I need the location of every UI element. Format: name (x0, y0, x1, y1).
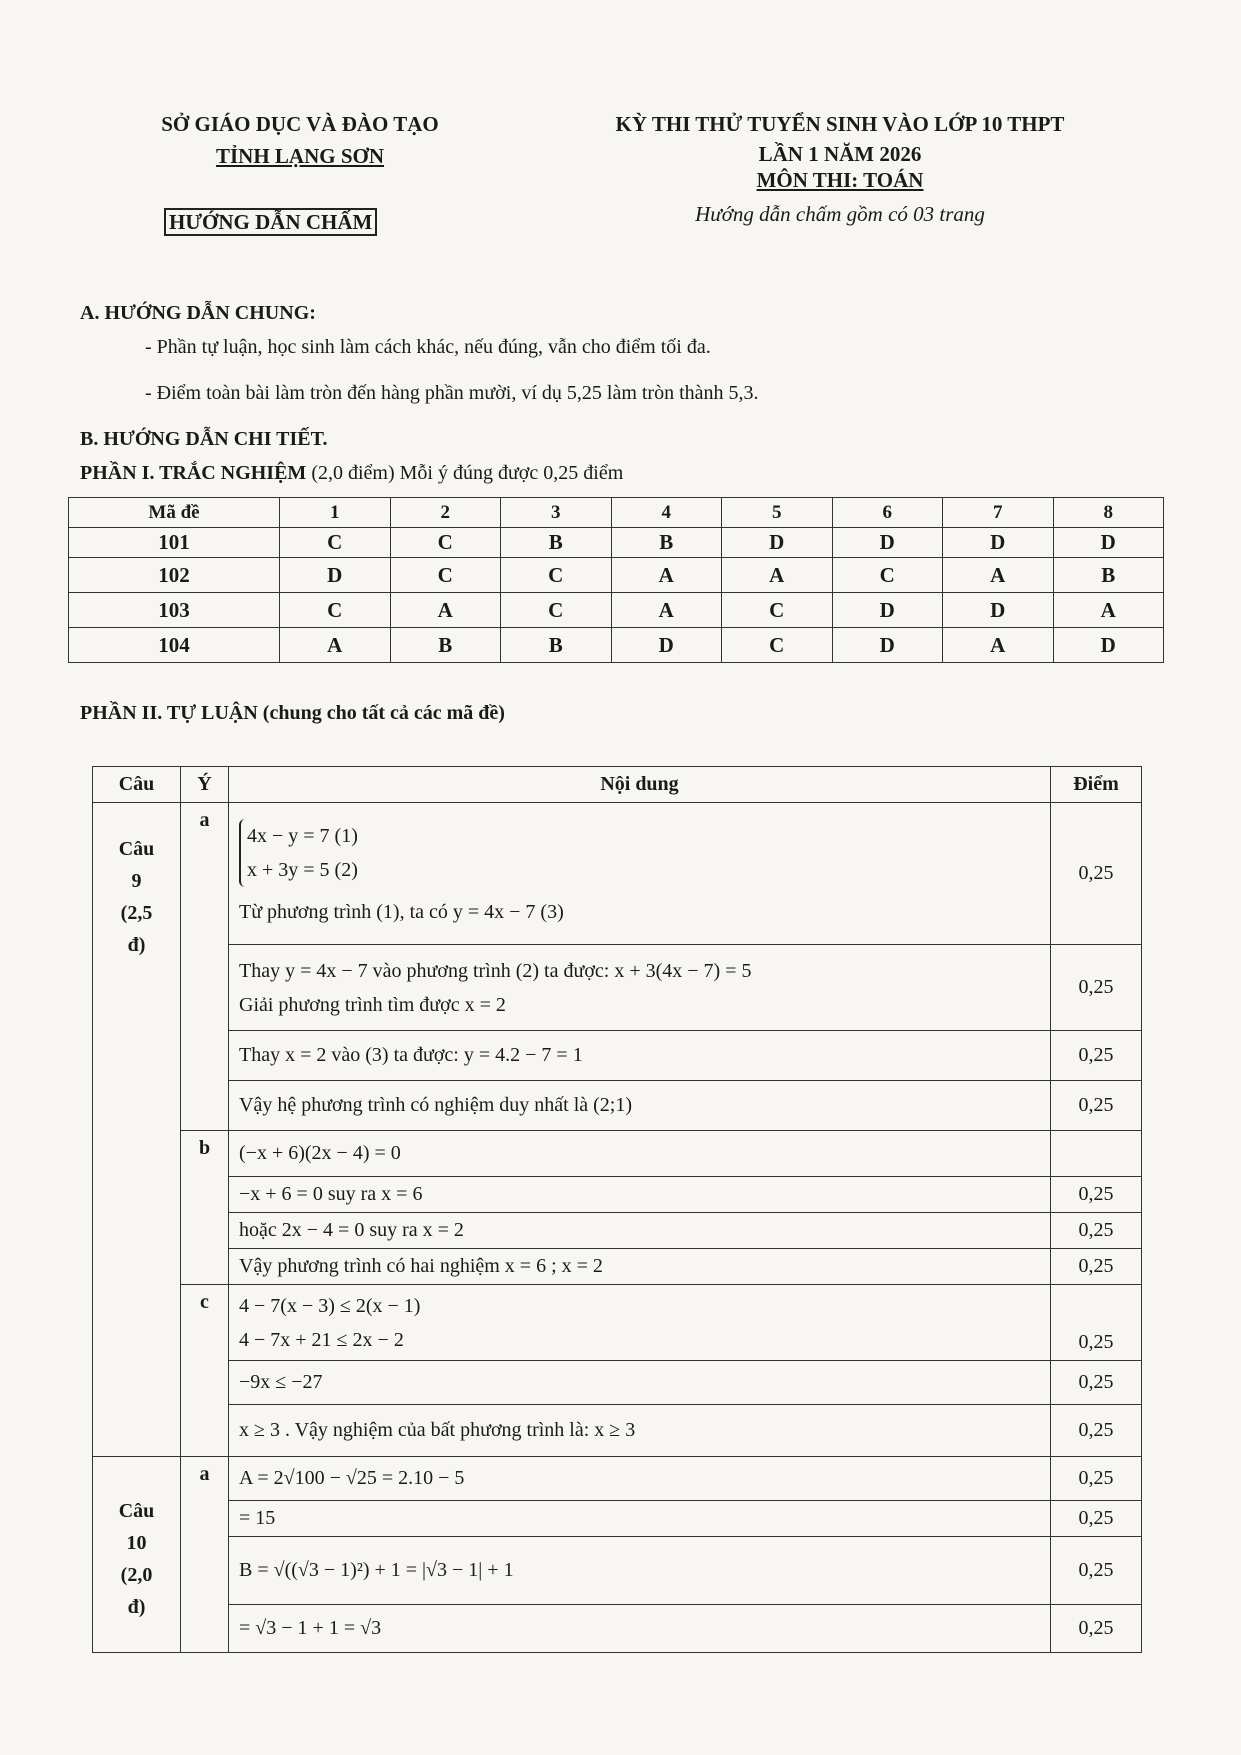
part1-title: PHẦN I. TRẮC NGHIỆM (80, 462, 307, 484)
mc-code-cell: 101 (69, 528, 280, 558)
q9-label-line: Câu (118, 838, 155, 860)
mc-answer-cell: D (1053, 528, 1164, 558)
q10a-part-label: a (181, 1457, 229, 1653)
q9-label-line: (2,5 (120, 902, 153, 924)
mc-answer-cell: D (832, 628, 943, 663)
grading-guide-label (164, 210, 377, 235)
mc-answer-cell: D (1053, 628, 1164, 663)
q9a-step-3: Giải phương trình tìm được x = 2 (239, 993, 506, 1016)
mc-header-cell: 8 (1053, 498, 1164, 528)
table-row (93, 1081, 1142, 1131)
mc-answer-cell: A (611, 558, 722, 593)
q9a-step-1: Từ phương trình (1), ta có y = 4x − 7 (3) (239, 900, 564, 923)
mc-answer-cell: D (832, 593, 943, 628)
exam-round: LẦN 1 NĂM 2026 (758, 142, 922, 166)
essay-header-row (93, 767, 1142, 803)
score-cell: 0,25 (1051, 803, 1142, 945)
mc-answer-cell: D (943, 593, 1054, 628)
mc-answer-cell: A (280, 628, 391, 663)
question-10-label (93, 1457, 181, 1653)
table-row (93, 1361, 1142, 1405)
mc-header-cell: 5 (722, 498, 833, 528)
mc-answer-cell: D (722, 528, 833, 558)
score-cell: 0,25 (1051, 945, 1142, 1031)
q10-label-line: (2,0 (120, 1564, 153, 1586)
q9-label-line: đ) (127, 934, 146, 956)
mc-answer-cell: C (722, 628, 833, 663)
table-row (93, 1131, 1142, 1177)
mc-answer-cell: C (722, 593, 833, 628)
score-cell: 0,25 (1051, 1285, 1142, 1361)
exam-subject (550, 168, 1130, 193)
mc-row (69, 558, 1164, 593)
mc-answer-cell: A (943, 628, 1054, 663)
page-count-note: Hướng dẫn chấm gồm có 03 trang (695, 202, 985, 226)
mc-answer-cell: D (611, 628, 722, 663)
q10a-step-1: A = 2√100 − √25 = 2.10 − 5 (229, 1457, 1051, 1501)
mc-answer-cell: B (1053, 558, 1164, 593)
mc-answer-cell: B (501, 628, 612, 663)
mc-answer-cell: D (280, 558, 391, 593)
mc-answer-cell: C (501, 593, 612, 628)
essay-header-score: Điểm (1051, 767, 1142, 803)
score-cell: 0,25 (1051, 1501, 1142, 1537)
mc-answer-cell: B (611, 528, 722, 558)
mc-header-cell: 3 (501, 498, 612, 528)
score-cell-empty (1051, 1131, 1142, 1177)
q10-label-line: 10 (126, 1532, 147, 1554)
table-row (93, 1285, 1142, 1361)
system-eq-1: 4x − y = 7 (1) (247, 824, 358, 847)
part2-title: PHẦN II. TỰ LUẬN (chung cho tất cả các mã đề) (80, 702, 505, 724)
q9b-step-2: hoặc 2x − 4 = 0 suy ra x = 2 (229, 1213, 1051, 1249)
essay-header-y: Ý (181, 767, 229, 803)
system-eq-2: x + 3y = 5 (2) (247, 858, 358, 881)
q9b-equation: (−x + 6)(2x − 4) = 0 (229, 1131, 1051, 1177)
mc-header-cell: Mã đề (69, 498, 280, 528)
score-cell: 0,25 (1051, 1031, 1142, 1081)
mc-answer-cell: C (280, 593, 391, 628)
q9a-step-2: Thay y = 4x − 7 vào phương trình (2) ta được: x + 3(4x − 7) = 5 (239, 959, 752, 982)
essay-header-cau: Câu (93, 767, 181, 803)
exam-title: KỲ THI THỬ TUYỂN SINH VÀO LỚP 10 THPT (615, 112, 1065, 136)
table-row (93, 1031, 1142, 1081)
q10a-step-4: = √3 − 1 + 1 = √3 (229, 1605, 1051, 1653)
mc-header-cell: 4 (611, 498, 722, 528)
table-row (93, 1537, 1142, 1605)
q10-label-line: đ) (127, 1596, 146, 1618)
essay-header-content: Nội dung (229, 767, 1051, 803)
part1-note: (2,0 điểm) Mỗi ý đúng được 0,25 điểm (311, 462, 624, 484)
mc-answer-cell: A (722, 558, 833, 593)
mc-answer-cell: B (501, 528, 612, 558)
section-a-item-2: - Điểm toàn bài làm tròn đến hàng phần mười, ví dụ 5,25 làm tròn thành 5,3. (145, 382, 759, 404)
q9c-part-label: c (181, 1285, 229, 1457)
mc-answer-cell: C (390, 528, 501, 558)
province-name-text: TỈNH LẠNG SƠN (215, 144, 385, 168)
score-cell: 0,25 (1051, 1405, 1142, 1457)
section-a-title: A. HƯỚNG DẪN CHUNG: (80, 302, 316, 324)
score-cell: 0,25 (1051, 1537, 1142, 1605)
part1-heading (80, 462, 623, 485)
q9b-conclusion: Vậy phương trình có hai nghiệm x = 6 ; x = 2 (229, 1249, 1051, 1285)
section-a-item-1: - Phần tự luận, học sinh làm cách khác, nếu đúng, vẫn cho điểm tối đa. (145, 336, 711, 358)
q9a-conclusion: Vậy hệ phương trình có nghiệm duy nhất là (2;1) (229, 1081, 1051, 1131)
table-row (93, 1501, 1142, 1537)
score-cell: 0,25 (1051, 1177, 1142, 1213)
mc-answer-cell: C (280, 528, 391, 558)
table-row (93, 803, 1142, 945)
mc-answer-cell: A (390, 593, 501, 628)
mc-row (69, 528, 1164, 558)
mc-header-cell: 1 (280, 498, 391, 528)
mc-answer-cell: C (832, 558, 943, 593)
table-row (93, 1177, 1142, 1213)
table-row (93, 1249, 1142, 1285)
score-cell: 0,25 (1051, 1457, 1142, 1501)
q10a-step-2: = 15 (229, 1501, 1051, 1537)
exam-subject-text: MÔN THI: TOÁN (756, 168, 924, 192)
table-row (93, 1605, 1142, 1653)
mc-answer-cell: C (501, 558, 612, 593)
mc-header-cell: 2 (390, 498, 501, 528)
mc-answer-cell: A (943, 558, 1054, 593)
mc-header-row (69, 498, 1164, 528)
mc-header-cell: 6 (832, 498, 943, 528)
score-cell: 0,25 (1051, 1361, 1142, 1405)
q9a-step-4: Thay x = 2 vào (3) ta được: y = 4.2 − 7 = 1 (229, 1031, 1051, 1081)
q9a-content-1 (229, 803, 1051, 945)
q10a-step-3: B = √((√3 − 1)²) + 1 = |√3 − 1| + 1 (229, 1537, 1051, 1605)
table-row (93, 1213, 1142, 1249)
table-row (93, 1457, 1142, 1501)
question-9-label (93, 803, 181, 1457)
section-b-title: B. HƯỚNG DẪN CHI TIẾT. (80, 428, 328, 450)
essay-grading-table (92, 766, 1142, 1653)
score-cell: 0,25 (1051, 1605, 1142, 1653)
mc-answer-cell: D (832, 528, 943, 558)
equation-system (239, 819, 358, 887)
mc-answer-cell: A (611, 593, 722, 628)
mc-code-cell: 103 (69, 593, 280, 628)
grading-guide-box: HƯỚNG DẪN CHẤM (164, 208, 377, 236)
mc-answer-cell: A (1053, 593, 1164, 628)
province-name (100, 144, 500, 169)
q9b-step-1: −x + 6 = 0 suy ra x = 6 (229, 1177, 1051, 1213)
mc-answer-cell: B (390, 628, 501, 663)
mc-code-cell: 102 (69, 558, 280, 593)
mc-header-cell: 7 (943, 498, 1054, 528)
q9a-content-2 (229, 945, 1051, 1031)
score-cell: 0,25 (1051, 1081, 1142, 1131)
q10-label-line: Câu (118, 1500, 155, 1522)
mc-row (69, 628, 1164, 663)
q9c-step-2: −9x ≤ −27 (229, 1361, 1051, 1405)
mc-row (69, 593, 1164, 628)
q9c-inequality: 4 − 7(x − 3) ≤ 2(x − 1) (239, 1294, 421, 1317)
q9b-part-label: b (181, 1131, 229, 1285)
q9c-content-1 (229, 1285, 1051, 1361)
q9a-part-label: a (181, 803, 229, 1131)
mc-answer-cell: D (943, 528, 1054, 558)
q9c-conclusion: x ≥ 3 . Vậy nghiệm của bất phương trình là: x ≥ 3 (229, 1405, 1051, 1457)
mc-answer-cell: C (390, 558, 501, 593)
table-row (93, 1405, 1142, 1457)
multiple-choice-answer-table (68, 497, 1164, 663)
score-cell: 0,25 (1051, 1249, 1142, 1285)
mc-code-cell: 104 (69, 628, 280, 663)
table-row (93, 945, 1142, 1031)
department-name: SỞ GIÁO DỤC VÀ ĐÀO TẠO (161, 112, 439, 136)
score-cell: 0,25 (1051, 1213, 1142, 1249)
q9-label-line: 9 (131, 870, 142, 892)
q9c-step-1: 4 − 7x + 21 ≤ 2x − 2 (239, 1328, 404, 1351)
